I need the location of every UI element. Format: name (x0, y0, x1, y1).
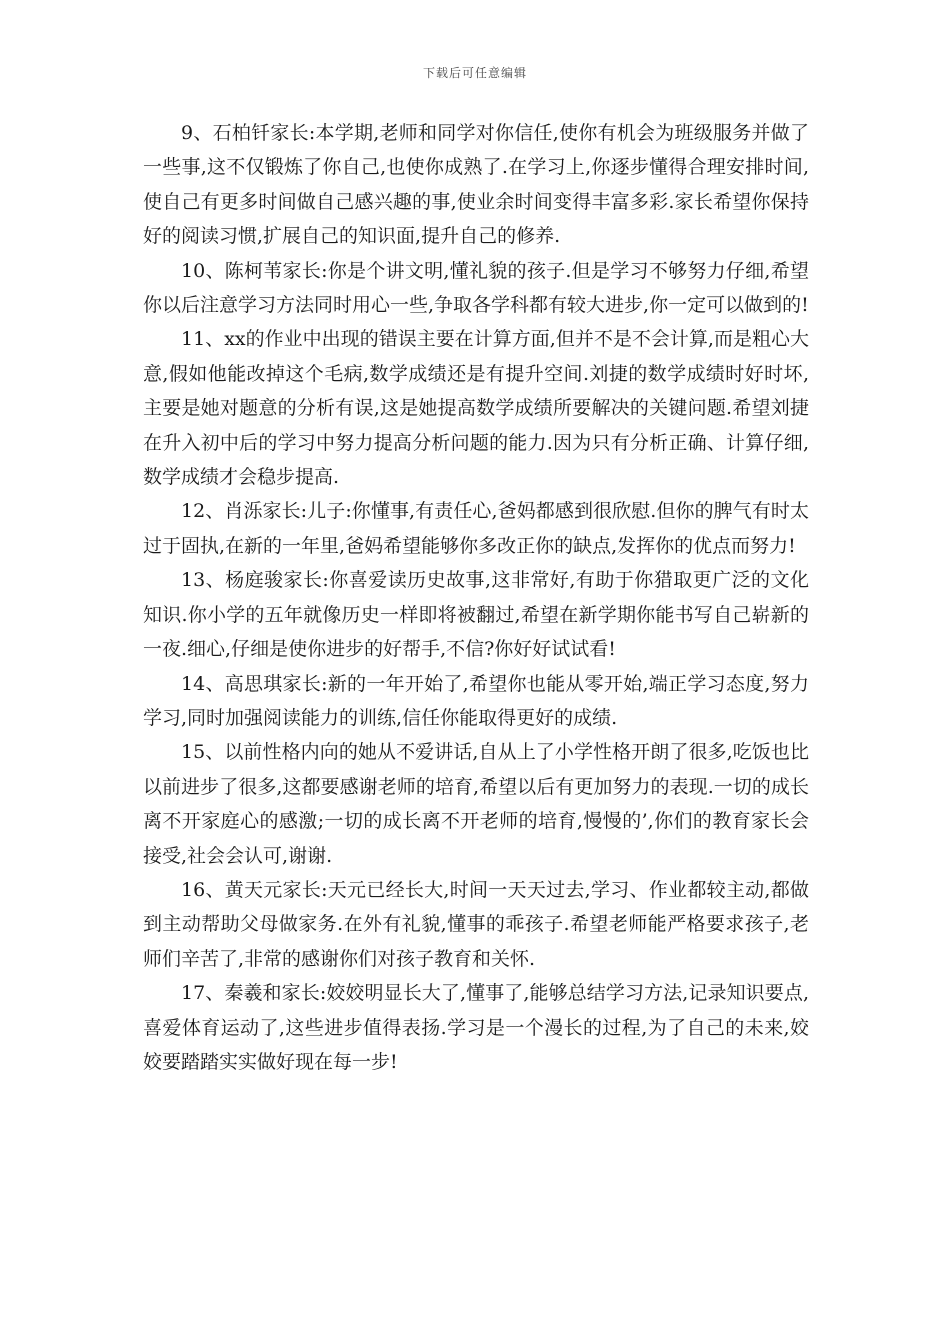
paragraph-9: 9、石柏钎家长:本学期,老师和同学对你信任,使你有机会为班级服务并做了一些事,这不仅锻炼了你自己,也使你成熟了.在学习上,你逐步懂得合理安排时间,使自己有更多时间做自己感兴趣的事,使业余时间变得丰富多彩.家长希望你保持好的阅读习惯,扩展自己的知识面,提升自己的修养. (143, 122, 809, 248)
paragraph-13: 13、杨庭骏家长:你喜爱读历史故事,这非常好,有助于你猎取更广泛的文化知识.你小学的五年就像历史一样即将被翻过,希望在新学期你能书写自己崭新的一夜.细心,仔细是使你进步的好帮手,不信?你好好试试看! (143, 569, 809, 661)
paragraph-10: 10、陈柯苇家长:你是个讲文明,懂礼貌的孩子.但是学习不够努力仔细,希望你以后注意学习方法同时用心一些,争取各学科都有较大进步,你一定可以做到的! (143, 259, 809, 317)
paragraph-15: 15、以前性格内向的她从不爱讲话,自从上了小学性格开朗了很多,吃饭也比以前进步了很多,这都要感谢老师的培育,希望以后有更加努力的表现.一切的成长离不开家庭心的感激;一切的成长离不开老师的培育,慢慢的’,你们的教育家长会接受,社会会认可,谢谢. (143, 741, 809, 867)
paragraph-17: 17、秦羲和家长:姣姣明显长大了,懂事了,能够总结学习方法,记录知识要点,喜爱体育运动了,这些进步值得表扬.学习是一个漫长的过程,为了自己的未来,姣姣要踏踏实实做好现在每一步! (143, 982, 809, 1073)
page-header: 下载后可任意编辑 (422, 66, 527, 80)
paragraph-16: 16、黄天元家长:天元已经长大,时间一天天过去,学习、作业都较主动,都做到主动帮助父母做家务.在外有礼貌,懂事的乖孩子.希望老师能严格要求孩子,老师们辛苦了,非常的感谢你们对孩子教育和关怀. (143, 878, 809, 970)
paragraph-11: 11、xx的作业中出现的错误主要在计算方面,但并不是不会计算,而是粗心大意,假如他能改掉这个毛病,数学成绩还是有提升空间.刘捷的数学成绩时好时坏,主要是她对题意的分析有误,这是她提高数学成绩所要解决的关键问题.希望刘捷在升入初中后的学习中努力提高分析问题的能力.因为只有分析正确、计算仔细,数学成绩才会稳步提高. (143, 328, 809, 489)
paragraph-12: 12、肖泺家长:儿子:你懂事,有责任心,爸妈都感到很欣慰.但你的脾气有时太过于固执,在新的一年里,爸妈希望能够你多改正你的缺点,发挥你的优点而努力! (143, 500, 809, 557)
document-body (143, 116, 809, 1079)
paragraph-14: 14、高思琪家长:新的一年开始了,希望你也能从零开始,端正学习态度,努力学习,同时加强阅读能力的训练,信任你能取得更好的成绩. (143, 672, 809, 729)
